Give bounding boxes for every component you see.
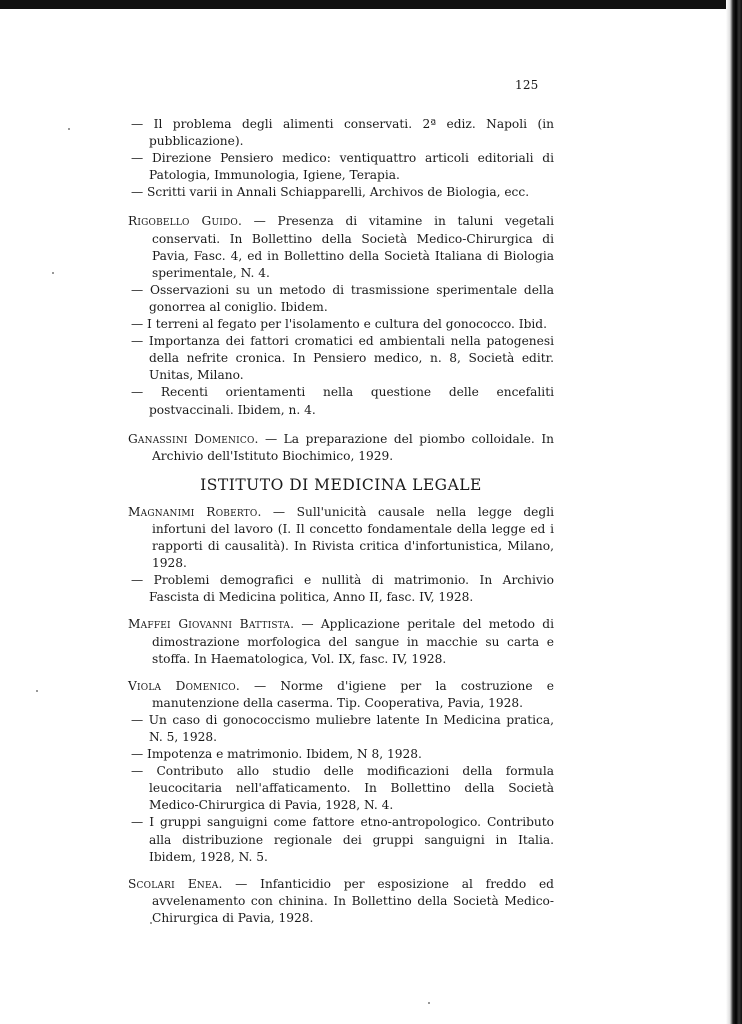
entry-item: — Impotenza e matrimonio. Ibidem, N 8, 1928. [131,747,422,762]
page-number: 125 [515,78,539,92]
section-title: ISTITUTO DI MEDICINA LEGALE [200,475,482,494]
entry-item: — I terreni al fegato per l'isolamento e cultura del gonococco. Ibid. [131,317,547,332]
entry-item: — Importanza dei fattori cromatici ed ambientali nella patogenesi della nefrite cronica. In Pensiero medico, n. 8, Società editr. Unitas, Milano. [131,334,554,383]
author-name: Scolari Enea [128,876,219,891]
entry-item: — Osservazioni su un metodo di trasmissione sperimentale della gonorrea al coniglio. Ibidem. [131,282,554,314]
scan-speck [52,272,54,274]
entry-item: — I gruppi sanguigni come fattore etno-antropologico. Contributo alla distribuzione regionale dei gruppi sanguigni in Italia. Ibidem, 1928, N. 5. [131,815,554,864]
author-entry [128,616,554,667]
entry-item: — Direzione Pensiero medico: ventiquattro articoli editoriali di Patologia, Immunologia, Igiene, Terapia. [131,151,554,183]
bibliography [128,116,554,927]
entry-text: . — Presenza di vitamine in taluni vegetali conservati. In Bollettino della Società Medico-Chirurgica di Pavia, Fasc. 4, ed in Bollettino della Società Italiana di Biologia sperimentale, N. 4. [152,214,554,280]
entry-text: . — Norme d'igiene per la costruzione e manutenzione della caserma. Tip. Cooperativa, Pavia, 1928. [152,678,554,710]
entry-item: — Un caso di gonococcismo muliebre latente In Medicina pratica, N. 5, 1928. [131,712,554,744]
author-entry [128,678,554,712]
scan-speck [36,690,38,692]
author-entry [128,504,554,572]
entry-item: — Recenti orientamenti nella questione delle encefaliti postvaccinali. Ibidem, n. 4. [131,385,554,417]
entry-item: — Scritti varii in Annali Schiapparelli, Archivos de Biologia, ecc. [131,185,530,200]
author-name: Magnanimi Roberto [128,504,258,519]
author-name: Rigobello Guido [128,214,239,229]
scan-speck [428,1002,430,1004]
author-name: Maffei Giovanni Battista [128,617,291,632]
entry-text: . — Infanticidio per esposizione al freddo ed avvelenamento con chinina. In Bollettino della Società Medico-Chirurgica di Pavia, 1928. [152,876,554,925]
entry-item: — Contributo allo studio delle modificazioni della formula leucocitaria nell'affaticamento. In Bollettino della Società Medico-Chirurgica di Pavia, 1928, N. 4. [131,764,554,813]
entry-text: . — Applicazione peritale del metodo di dimostrazione morfologica del sangue in macchie su carta e stoffa. In Haematologica, Vol. IX, fasc. IV, 1928. [152,617,554,666]
entry-item: — Il problema degli alimenti conservati. 2ª ediz. Napoli (in pubblicazione). [131,117,554,149]
author-entry [128,876,554,927]
entry-item: — Problemi demografici e nullità di matrimonio. In Archivio Fascista di Medicina politica, Anno II, fasc. IV, 1928. [131,573,554,605]
author-name: Ganassini Domenico [128,431,255,446]
entry-text: . — La preparazione del piombo colloidale. In Archivio dell'Istituto Biochimico, 1929. [152,431,555,463]
author-entry [128,213,554,281]
author-name: Viola Domenico [128,678,236,693]
scan-right-edge [726,0,742,1024]
entry-text: . — Sull'unicità causale nella legge degli infortuni del lavoro (I. Il concetto fondamentale della legge ed i rapporti di causalità). In Rivista critica d'infortunistica, Milano, 1928. [152,504,554,571]
author-entry [128,431,554,465]
scan-speck [68,128,70,130]
scan-top-edge [0,0,742,9]
